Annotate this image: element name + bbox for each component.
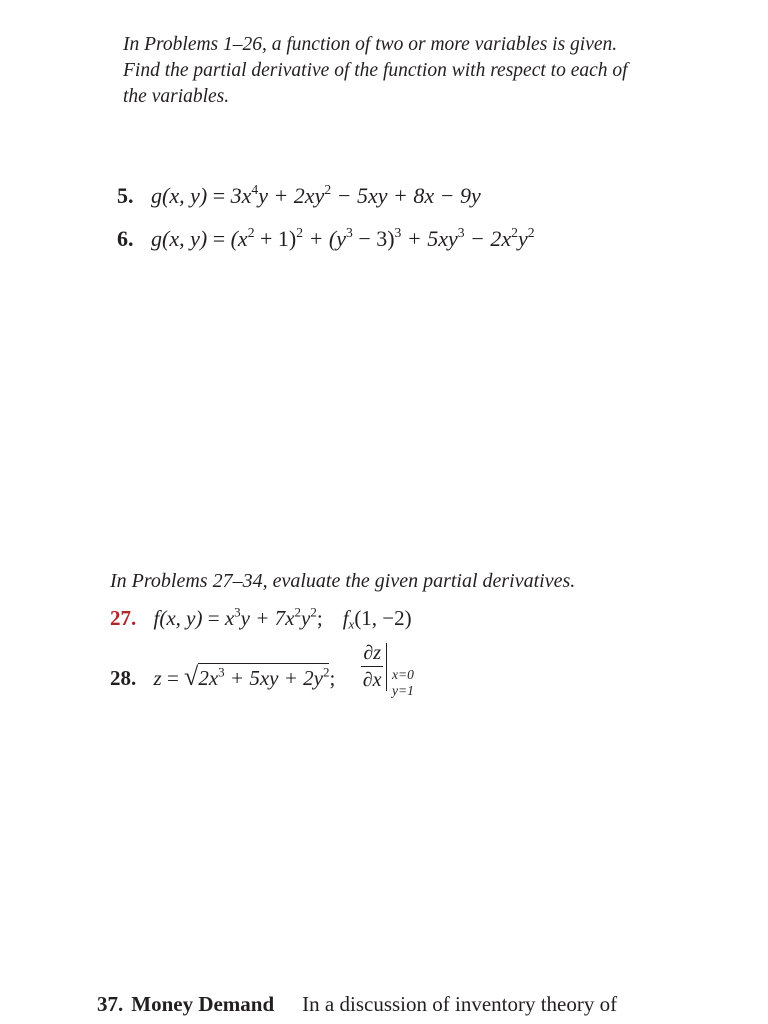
instruction-line: In Problems 27–34, evaluate the given partial derivatives. bbox=[110, 570, 576, 592]
evaluation-condition-y: y=1 bbox=[392, 682, 414, 698]
problem-number: 37. bbox=[97, 992, 124, 1016]
problem-number: 28. bbox=[110, 666, 137, 691]
problem-text: In a discussion of inventory theory of bbox=[302, 992, 618, 1016]
problem-5 bbox=[117, 182, 481, 210]
instructions-problems-27-34 bbox=[110, 568, 575, 594]
instructions-problems-1-26 bbox=[123, 32, 628, 110]
evaluation-bar bbox=[386, 643, 414, 698]
instruction-line-1: In Problems 1–26, a function of two or more variables is given. bbox=[123, 34, 618, 55]
evaluation-condition-x: x=0 bbox=[392, 666, 414, 682]
instruction-line-2: Find the partial derivative of the function with respect to each of bbox=[123, 60, 628, 81]
problem-equation: g(x, $y) = (x^2 + 1)^2 + (y^3 - 3)^3 + 5xy^3 - 2x^2y^2$ bbox=[151, 225, 535, 251]
instruction-line-3: the variables. bbox=[123, 86, 230, 107]
problem-6 bbox=[117, 225, 535, 253]
problem-title: Money Demand bbox=[131, 992, 275, 1016]
problem-number: 5. bbox=[117, 183, 134, 208]
problem-equation: g(x, $y) = 3x^4y + 2xy^2 - 5xy + 8x - 9y$ bbox=[151, 182, 481, 208]
problem-equation: $z = √2x^3 + 5xy + 2y^2$; $\frac{\partial z}{\partial x}$ x=0 y=1 bbox=[153, 642, 414, 698]
square-root: $√2x^3 + 5xy + 2y^2$ bbox=[184, 662, 330, 692]
problem-equation: f(x, $y) = x^3y + 7x^2y^2$; $f_x(1$, −2) bbox=[153, 604, 412, 632]
problem-number: 27. bbox=[110, 606, 137, 630]
partial-derivative-fraction: $\frac{\partial z}{\partial x}$ bbox=[362, 642, 382, 691]
problem-27 bbox=[110, 604, 412, 632]
problem-28 bbox=[110, 642, 414, 705]
problem-number: 6. bbox=[117, 226, 134, 251]
problem-37 bbox=[97, 992, 617, 1017]
